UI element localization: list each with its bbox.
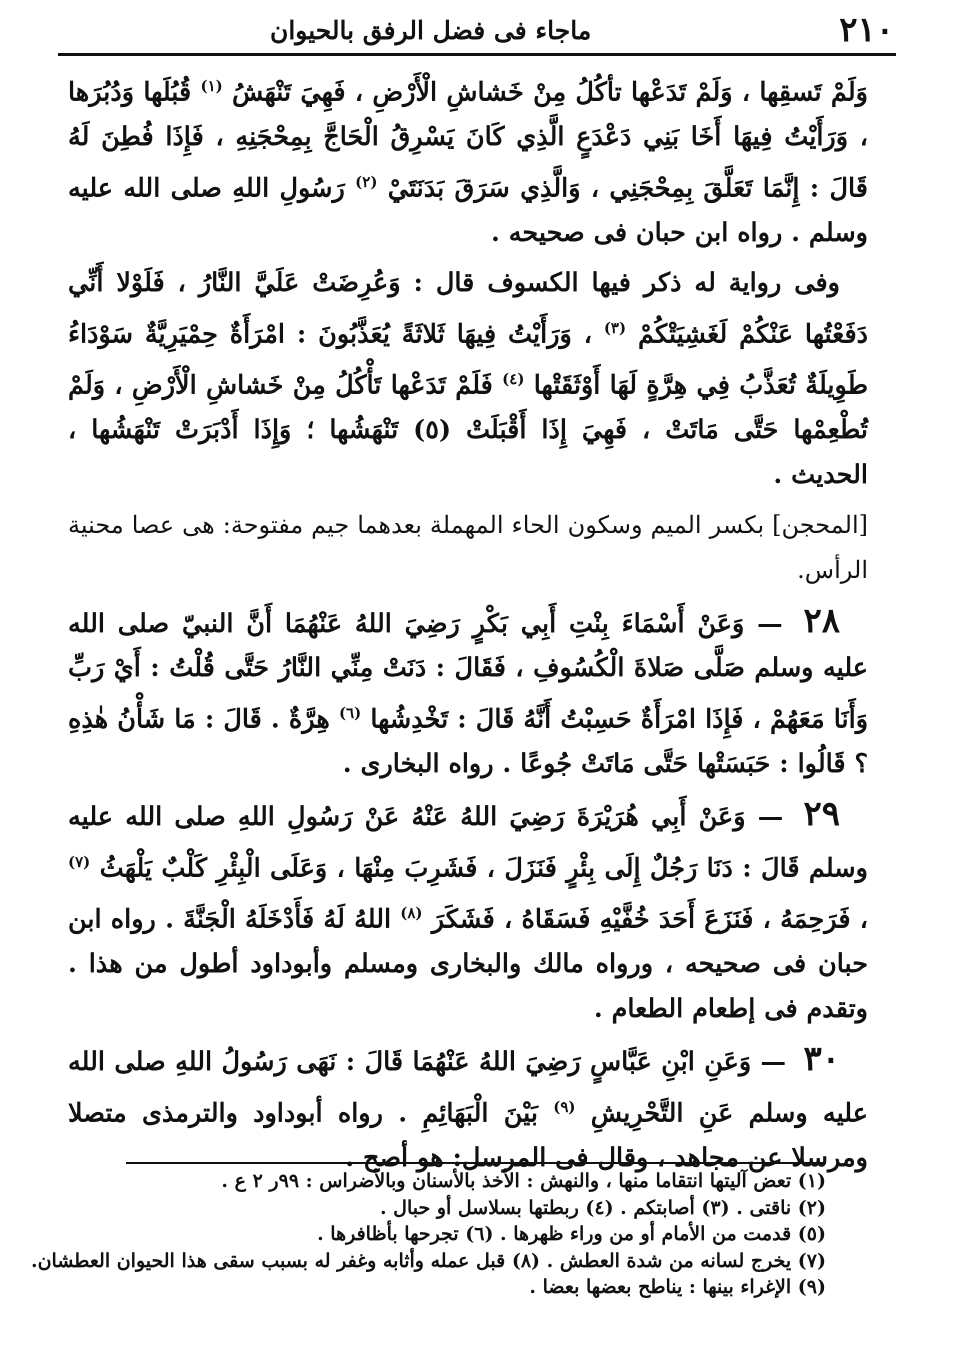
text-segment: هِرَّةٌ . قَالَ : مَا شَأْنُ هٰذِهِ ؟ قَالُوا : حَبَسَتْها حَتَّى مَاتَتْ جُوعًا . رواه البخارى .	[68, 704, 868, 779]
text-segment: قُبُلَها وَدُبُرَها ، وَرَأَيْتُ فِيهَا أَخَا بَنِي دَعْدَعٍ الَّذِي كَانَ يَسْرِقُ الْحَاجَّ بِمِحْجَنِهِ ، فَإِذَا فُطِنَ لَهُ قَالَ : إِنَّمَا تَعَلَّقَ بِمِحْجَنِي ، وَالَّذِي سَرَقَ بَدَنَتَيْ	[68, 77, 868, 204]
text-segment: وفى رواية له ذكر فيها الكسوف قال : وَعُرِضَتْ عَلَيَّ النَّارُ ، فَلَوْلا أَنِّي دَفَعْتُها عَنْكُمْ لَغَشِيَتْكُمْ	[68, 268, 868, 350]
hadith-number: ٢٨	[803, 600, 840, 641]
footnote-marker: (٦)	[338, 703, 362, 722]
footnote-line: (٢) ناقتى . (٣) أصابتكم . (٤) ربطتها بسلاسل أو حبال .	[379, 1196, 826, 1219]
header-rule	[58, 53, 896, 56]
footnote-marker: (٧)	[68, 853, 91, 871]
text-segment: ، وَرَأَيْتُ فِيهَا ثَلاثَةً يُعَذَّبُونَ : امْرَأَةٌ حِمْيَرِيَّةٌ سَوْدَاءُ طَوِيلَةٌ تُعَذَّبُ فِي هِرَّةٍ لَهَا أَوْثَقَتْها	[68, 319, 868, 401]
text-segment: وَلَمْ تَسقِها ، وَلَمْ تَدَعْها تأكُلُ مِنْ خَشاشِ الْأَرْضِ ، فَهِيَ تَنْهَشُ	[232, 77, 868, 108]
page-number: ٢١٠	[839, 10, 894, 50]
hadith-28	[68, 599, 868, 787]
hadith-number: ٣٠	[803, 1039, 840, 1080]
footnote-marker: (٩)	[553, 1097, 576, 1116]
page-header	[60, 8, 894, 52]
paragraph-continuation	[68, 64, 868, 255]
footnote-line: (١) تعض آليتها انتقاما منها ، والنهش : الأخذ بالأسنان وبالأضراس : ٩٩ر ٢ ع .	[221, 1170, 826, 1192]
hadith-29	[68, 792, 868, 1031]
main-text	[68, 64, 868, 1187]
footnote-line: (٧) يخرج لسانه من شدة العطش . (٨) قبل عمله وأثابه وغفر له بسبب سقى هذا الحيوان العطشان.	[30, 1249, 826, 1272]
text-segment: فَلَمْ تَدَعْها تَأْكُلُ مِنْ خَشاشِ الْأَرْضِ ، وَلَمْ تُطْعِمْها حَتَّى مَاتَتْ ، فَهِيَ إِذَا أَقْبَلَتْ (٥) تَنْهَشُها ؛ وَإِذَا أَدْبَرَتْ تَنْهَشُها ، الحديث .	[68, 370, 868, 490]
footnote-marker: (٨)	[400, 904, 423, 923]
text-segment: — وَعَنِ ابْنِ عَبَّاسٍ رَضِيَ اللهُ عَنْهُمَا قَالَ : نَهَى رَسُولُ اللهِ صلى الله عليه وسلم عَنِ التَّحْرِيشِ	[68, 1047, 868, 1129]
footnote-rule	[126, 1162, 826, 1164]
text-segment: بَيْنَ الْبَهَائِمِ . رواه أبوداود والترمذى متصلا ومرسلا عن مجاهد ، وقال فى المرسل: هو أصح .	[68, 1098, 868, 1174]
hadith-number: ٢٩	[803, 794, 840, 835]
footnote-marker: (٤)	[502, 370, 525, 389]
gloss-paragraph	[68, 503, 868, 592]
footnotes	[30, 1168, 826, 1301]
footnote-marker: (٣)	[603, 318, 627, 337]
footnote-line: (٥) قدمت من الأمام أو من وراء ظهرها . (٦) تجرحها بأظافرها .	[317, 1223, 826, 1245]
footnote-marker: (١)	[200, 77, 223, 95]
paragraph-variant-narration	[68, 261, 868, 497]
text-segment: — وَعَنْ أَبِي هُرَيْرَةَ رَضِيَ اللهُ عَنْهُ عَنْ رَسُولِ اللهِ صلى الله عليه وسلم قَالَ : دَنَا رَجُلٌ إِلَى بِئْرٍ فَنَزَلَ ، فَشَرِبَ مِنْهَا ، وَعَلَى الْبِئْرِ كَلْبٌ يَلْهَثُ	[68, 802, 868, 884]
text-segment: — وَعَنْ أَسْمَاءَ بِنْتِ أَبِي بَكْرٍ رَضِيَ اللهُ عَنْهُمَا أَنَّ النبيّ صلى الله عليه وسلم صَلَّى صَلاةَ الْكُسُوفِ ، فَقَالَ : دَنَتْ مِنِّي النَّارُ حَتَّى قُلْتُ : أَيْ رَبِّ وَأَنَا مَعَهُمْ ، فَإِذَا امْرَأَةٌ حَسِبْتُ أَنَّهُ قَالَ : تَخْدِشُها	[68, 608, 869, 735]
running-title: ماجاء فى فضل الرفق بالحيوان	[270, 15, 592, 45]
footnote-marker: (٢)	[355, 172, 378, 191]
text-segment: اللهُ لَهُ فَأَدْخَلَهُ الْجَنَّةَ . رواه ابن حبان فى صحيحه ، ورواه مالك والبخارى ومسلم وأبوداود أطول من هذا . وتقدم فى إطعام الطعام .	[68, 904, 868, 1024]
footnote-line: (٩) الإغراء بينها : يناطح بعضها بعضا .	[529, 1276, 826, 1298]
text-segment: رَسُولِ اللهِ صلى الله عليه وسلم . رواه ابن حبان فى صحيحه .	[68, 173, 868, 248]
text-segment: ، فَرَحِمَهُ ، فَنَزَعَ أَحَدَ خُفَّيْهِ فَسَقَاهُ ، فَشَكَرَ	[431, 904, 868, 935]
hadith-30	[68, 1037, 868, 1180]
text-segment: [المحجن] بكسر الميم وسكون الحاء المهملة بعدهما جيم مفتوحة: هى عصا محنية الرأس.	[68, 511, 868, 584]
